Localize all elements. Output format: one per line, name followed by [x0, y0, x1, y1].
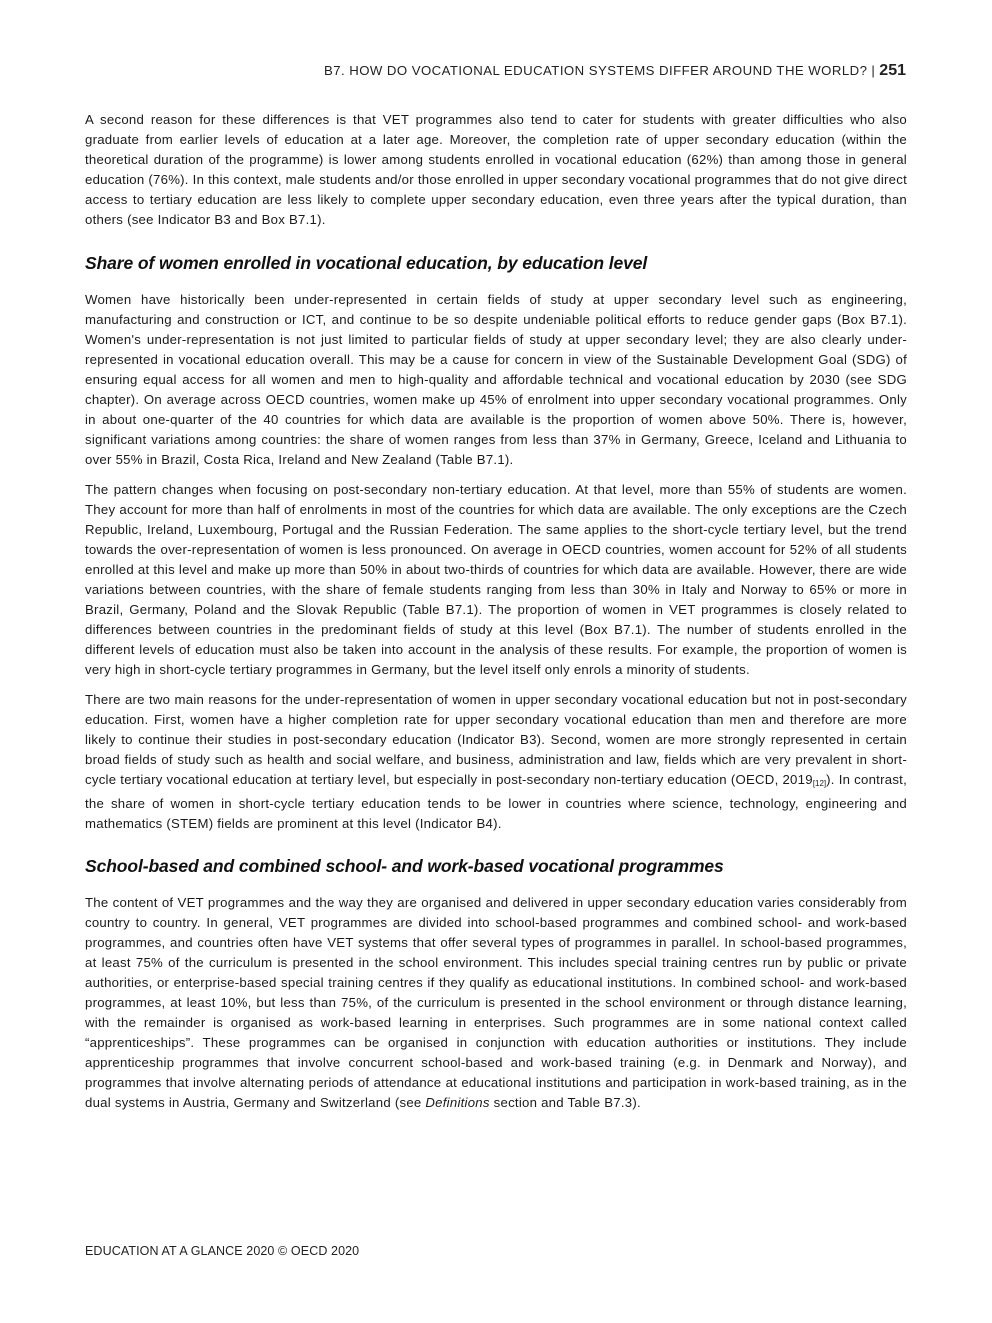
definitions-reference: Definitions [425, 1095, 490, 1110]
running-title: B7. HOW DO VOCATIONAL EDUCATION SYSTEMS DIFFER AROUND THE WORLD? [323, 63, 868, 78]
paragraph-text: The content of VET programmes and the way they are organised and delivered in upper secondary education varies considerably from country to country. In general, VET programmes are divided into school-based programmes and combined school- and work-based programmes, and countries often have VET systems that offer several types of programmes in parallel. In school-based programmes, at least 75% of the curriculum is presented in the school environment. This includes special training centres run by public or private authorities, or enterprise-based special training centres if they qualify as educational institutions. In combined school- and work-based programmes, at least 10%, but less than 75%, of the curriculum is presented in the school environment or through distance learning, with the remainder is organised as work-based learning in enterprises. Such programmes are in some national context called “apprenticeships”. These programmes can be organised in conjunction with education authorities or institutions. They include apprenticeship programmes that involve concurrent school-based and work-based training (e.g. in Denmark and Norway), and programmes that involve alternating periods of attendance at educational institutions and participation in work-based training, as in the dual systems in Austria, Germany and Switzerland (see [85, 895, 907, 1110]
paragraph-vet-programme-types [85, 893, 907, 1113]
citation-reference: [12] [812, 779, 827, 788]
paragraph-two-reasons [85, 690, 907, 834]
section-heading-women-share: Share of women enrolled in vocational education, by education level [85, 253, 648, 273]
page-number: 251 [879, 62, 906, 79]
paragraph-women-underrepresentation: Women have historically been under-represented in certain fields of study at upper secondary level such as engineering, manufacturing and construction or ICT, and continue to be so despite undeniable political efforts to reduce gender gaps (Box B7.1). Women's under-representation is not just limited to particular fields of study at upper secondary level; they are also clearly under-represented in vocational education overall. This may be a cause for concern in view of the Sustainable Development Goal (SDG) of ensuring equal access for all women and men to high-quality and affordable technical and vocational education by 2030 (see SDG chapter). On average across OECD countries, women make up 45% of enrolment into upper secondary vocational programmes. Only in about one-quarter of the 40 countries for which data are available is the proportion of women above 50%. There is, however, significant variations among countries: the share of women ranges from less than 37% in Germany, Greece, Iceland and Lithuania to over 55% in Brazil, Costa Rica, Ireland and New Zealand (Table B7.1). [85, 292, 907, 467]
header-separator: | [871, 63, 876, 78]
paragraph-text: ). In contrast, the share of women in short-cycle tertiary education tends to be lower in countries where science, technology, engineering and mathematics (STEM) fields are prominent at this level (Indicator B4). [85, 772, 907, 831]
paragraph-text: There are two main reasons for the under-representation of women in upper secondary vocational education but not in post-secondary education. First, women have a higher completion rate for upper secondary vocational education than men and therefore are more likely to continue their studies in post-secondary education (Indicator B3). Second, women are more strongly represented in certain broad fields of study such as health and social welfare, and business, administration and law, fields which are very prevalent in short-cycle tertiary vocational education at tertiary level, but especially in post-secondary non-tertiary education (OECD, 2019 [85, 692, 907, 787]
section-heading-school-work-based: School-based and combined school- and work-based vocational programmes [85, 856, 724, 876]
main-content [85, 110, 907, 1113]
page-footer: EDUCATION AT A GLANCE 2020 © OECD 2020 [85, 1244, 360, 1258]
paragraph-post-secondary-pattern: The pattern changes when focusing on post-secondary non-tertiary education. At that level, more than 55% of students are women. They account for more than half of enrolments in most of the countries for which data are available. The only exceptions are the Czech Republic, Ireland, Luxembourg, Portugal and the Russian Federation. The same applies to the short-cycle tertiary level, but the trend towards the over-representation of women is less pronounced. On average in OECD countries, women account for 52% of all students enrolled at this level and make up more than 50% in about two-thirds of countries for which data are available. However, there are wide variations between countries, with the share of female students ranging from less than 30% in Italy and Norway to 65% or more in Brazil, Germany, Poland and the Slovak Republic (Table B7.1). The proportion of women in VET programmes is closely related to differences between countries in the predominant fields of study at this level (Box B7.1). The number of students enrolled in the different levels of education must also be taken into account in the analysis of these results. For example, the proportion of women is very high in short-cycle tertiary programmes in Germany, but the level itself only enrols a minority of students. [85, 482, 907, 677]
paragraph-text: section and Table B7.3). [489, 1095, 641, 1110]
running-header [324, 62, 906, 80]
paragraph-vet-completion: A second reason for these differences is that VET programmes also tend to cater for students with greater difficulties who also graduate from earlier levels of education at a later age. Moreover, the completion rate of upper secondary education (within the theoretical duration of the programme) is lower among students enrolled in vocational education (62%) than among those in general education (76%). In this context, male students and/or those enrolled in upper secondary vocational programmes that do not give direct access to tertiary education are less likely to complete upper secondary education, even three years after the typical duration, than others (see Indicator B3 and Box B7.1). [85, 112, 907, 227]
